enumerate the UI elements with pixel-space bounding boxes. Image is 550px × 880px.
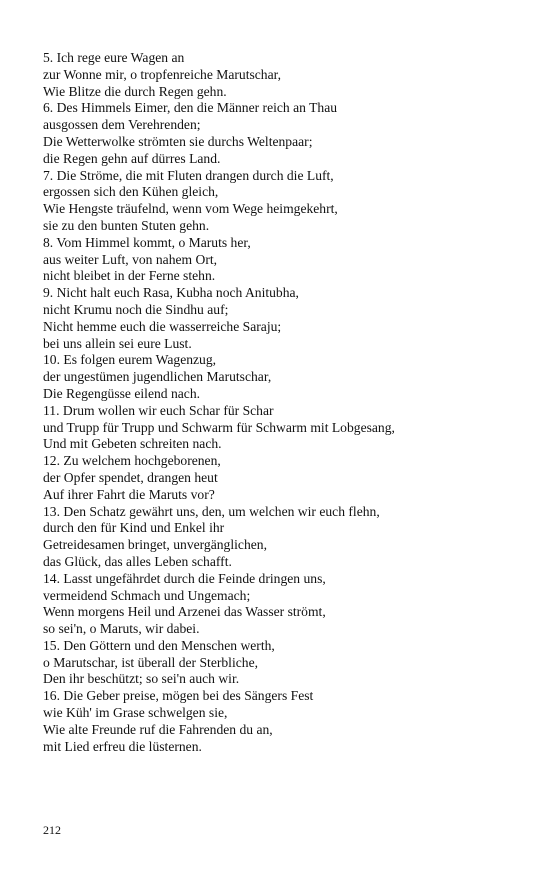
text-line: Wie alte Freunde ruf die Fahrenden du an,: [43, 721, 273, 737]
text-line: Auf ihrer Fahrt die Maruts vor?: [43, 486, 215, 502]
text-line: der Opfer spendet, drangen heut: [43, 469, 218, 485]
text-line: 13. Den Schatz gewährt uns, den, um welchen wir euch flehn,: [43, 503, 380, 519]
text-line: Nicht hemme euch die wasserreiche Saraju;: [43, 318, 282, 334]
text-line: Getreidesamen bringet, unvergänglichen,: [43, 537, 267, 553]
text-line: wie Küh' im Grase schwelgen sie,: [43, 705, 228, 721]
text-line: 5. Ich rege eure Wagen an: [43, 50, 185, 65]
text-line: mit Lied erfreu die lüsternen.: [43, 738, 202, 754]
text-line: 10. Es folgen eurem Wagenzug,: [43, 352, 217, 368]
text-line: Wie Blitze die durch Regen gehn.: [43, 83, 227, 99]
text-line: Wie Hengste träufelnd, wenn vom Wege heimgekehrt,: [43, 201, 338, 217]
text-line: das Glück, das alles Leben schafft.: [43, 553, 232, 569]
text-line: 15. Den Göttern und den Menschen werth,: [43, 637, 275, 653]
text-line: 9. Nicht halt euch Rasa, Kubha noch Anitubha,: [43, 285, 299, 301]
text-line: der ungestümen jugendlichen Marutschar,: [43, 369, 272, 385]
text-line: o Marutschar, ist überall der Sterbliche,: [43, 654, 258, 670]
text-line: Und mit Gebeten schreiten nach.: [43, 436, 222, 452]
text-line: zur Wonne mir, o tropfenreiche Marutschar,: [43, 66, 282, 82]
page-number: 212: [43, 823, 61, 837]
text-line: 16. Die Geber preise, mögen bei des Sängers Fest: [43, 688, 314, 704]
text-line: aus weiter Luft, von nahem Ort,: [43, 251, 218, 267]
text-line: nicht bleibet in der Ferne stehn.: [43, 268, 216, 284]
text-line: ausgossen dem Verehrenden;: [43, 117, 201, 133]
text-line: und Trupp für Trupp und Schwarm für Schwarm mit Lobgesang,: [43, 419, 395, 435]
text-line: bei uns allein sei eure Lust.: [43, 335, 192, 351]
text-line: 11. Drum wollen wir euch Schar für Schar: [43, 402, 274, 418]
text-line: 6. Des Himmels Eimer, den die Männer reich an Thau: [43, 100, 338, 116]
text-line: sie zu den bunten Stuten gehn.: [43, 217, 210, 233]
text-line: durch den für Kind und Enkel ihr: [43, 520, 225, 536]
text-line: 12. Zu welchem hochgeborenen,: [43, 453, 221, 469]
text-line: 7. Die Ströme, die mit Fluten drangen durch die Luft,: [43, 167, 334, 183]
text-line: die Regen gehn auf dürres Land.: [43, 150, 221, 166]
text-line: Die Regengüsse eilend nach.: [43, 385, 201, 401]
text-line: Den ihr beschützt; so sei'n auch wir.: [43, 671, 240, 687]
text-line: so sei'n, o Maruts, wir dabei.: [43, 621, 200, 637]
text-line: Die Wetterwolke strömten sie durchs Weltenpaar;: [43, 133, 313, 149]
text-line: Wenn morgens Heil und Arzenei das Wasser strömt,: [43, 604, 326, 620]
verse-text: [43, 50, 523, 755]
text-line: vermeidend Schmach und Ungemach;: [43, 587, 251, 603]
text-line: ergossen sich den Kühen gleich,: [43, 184, 219, 200]
text-line: 14. Lasst ungefährdet durch die Feinde dringen uns,: [43, 570, 326, 586]
text-line: nicht Krumu noch die Sindhu auf;: [43, 301, 229, 317]
text-line: 8. Vom Himmel kommt, o Maruts her,: [43, 234, 251, 250]
